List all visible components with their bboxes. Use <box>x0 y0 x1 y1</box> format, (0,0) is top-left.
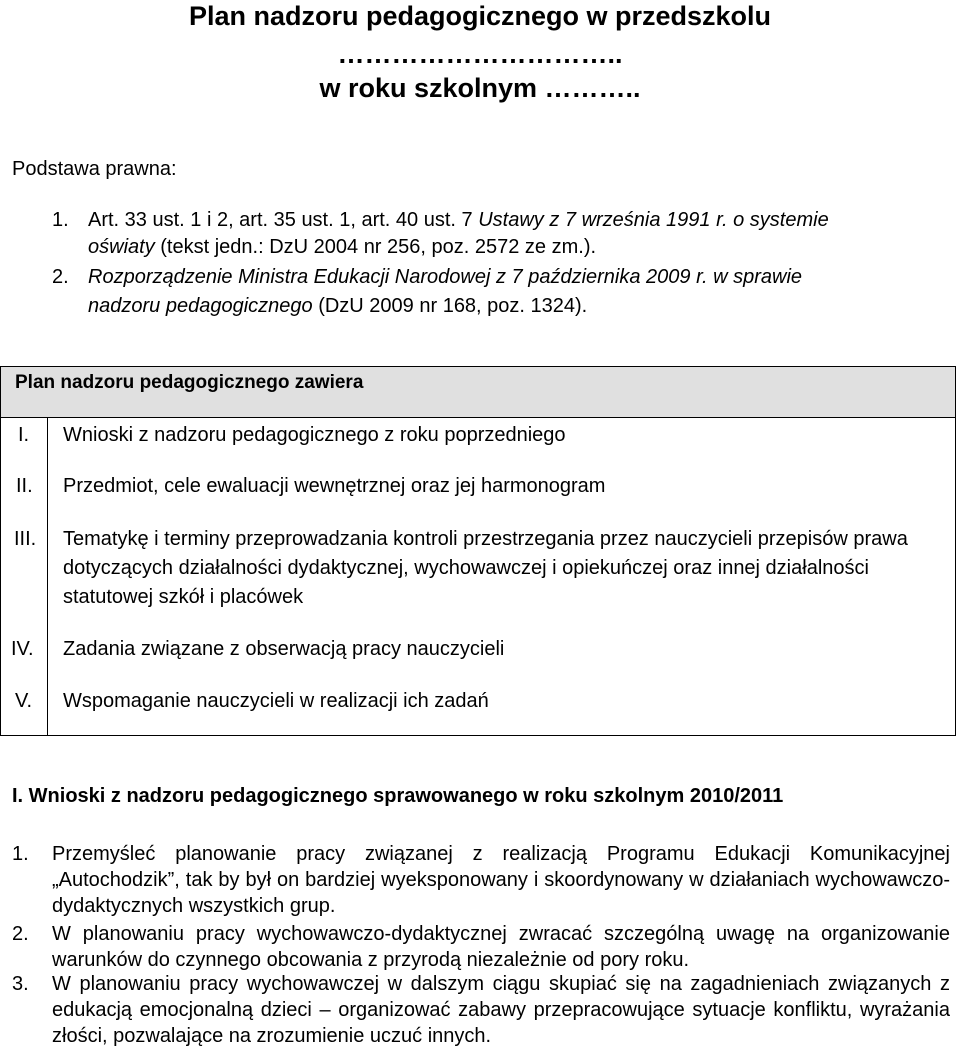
school-year-line: w roku szkolnym ……….. <box>319 73 641 103</box>
row-text: Zadania związane z obserwacją pracy nauczycieli <box>63 638 505 660</box>
table-column-divider <box>47 417 48 735</box>
legal-basis-act-name: Ustawy z 7 września 1991 r. o systemie <box>478 209 829 231</box>
row-number: V. <box>15 690 33 712</box>
list-item-text: W planowaniu pracy wychowawczej w dalszym ciągu skupiać się na zagadnieniach związanych z edukacją emocjonalną dzieci – organizować zabawy przepracowujące sytuacje konfliktu, wyrażania złości, pozwalające na zrozumienie uczuć innych. <box>52 973 950 1047</box>
kindergarten-name-placeholder: ………………………….. <box>337 39 623 69</box>
plan-contents-table <box>0 366 956 736</box>
plan-contents-header <box>1 367 955 418</box>
list-item-text: W planowaniu pracy wychowawczo-dydaktycznej zwracać szczególną uwagę na organizowanie warunków do czynnego obcowania z przyrodą niezależnie od pory roku. <box>52 923 950 971</box>
legal-basis-label: Podstawa prawna: <box>12 158 177 180</box>
list-item-number: 3. <box>12 973 29 995</box>
row-number: I. <box>18 424 30 446</box>
list-item-number: 2. <box>12 923 29 945</box>
legal-basis-act-name: nadzoru pedagogicznego <box>88 295 313 317</box>
row-number: IV. <box>11 638 34 660</box>
section-title: I. Wnioski z nadzoru pedagogicznego sprawowanego w roku szkolnym 2010/2011 <box>12 785 784 807</box>
legal-basis-number: 2. <box>52 266 69 288</box>
row-number: III. <box>14 528 37 550</box>
row-text: Wnioski z nadzoru pedagogicznego z roku poprzedniego <box>63 424 566 446</box>
list-item <box>12 841 950 919</box>
list-item-text: Przemyśleć planowanie pracy związanej z realizacją Programu Edukacji Komunikacyjnej „Autochodzik”, tak by był on bardziej wyeksponowany i skoordynowany w działaniach wychowawczo-dydaktycznych wszystkich grup. <box>52 843 950 917</box>
plan-contents-heading: Plan nadzoru pedagogicznego zawiera <box>15 372 364 393</box>
legal-basis-act-name: oświaty <box>88 236 155 258</box>
document-title: Plan nadzoru pedagogicznego w przedszkolu <box>188 1 772 31</box>
list-item-number: 1. <box>12 843 29 865</box>
row-text: Przedmiot, cele ewaluacji wewnętrznej oraz jej harmonogram <box>63 475 606 497</box>
row-number: II. <box>16 475 33 497</box>
row-text: Wspomaganie nauczycieli w realizacji ich zadań <box>63 690 489 712</box>
list-item <box>12 921 950 973</box>
row-text: Tematykę i terminy przeprowadzania kontroli przestrzegania przez nauczycieli przepisów prawa dotyczących działalności dydaktycznej, wychowawczej i opiekuńczej oraz innej działalności statutowej szkół i placówek <box>63 528 908 608</box>
legal-basis-text: Art. 33 ust. 1 i 2, art. 35 ust. 1, art. 40 ust. 7 <box>88 209 479 231</box>
legal-basis-number: 1. <box>52 209 69 231</box>
legal-basis-act-name: Rozporządzenie Ministra Edukacji Narodowej z 7 października 2009 r. w sprawie <box>88 266 803 288</box>
legal-basis-text: (DzU 2009 nr 168, poz. 1324). <box>312 295 588 317</box>
legal-basis-text: (tekst jedn.: DzU 2004 nr 256, poz. 2572 ze zm.). <box>154 236 597 258</box>
list-item <box>12 971 950 1049</box>
